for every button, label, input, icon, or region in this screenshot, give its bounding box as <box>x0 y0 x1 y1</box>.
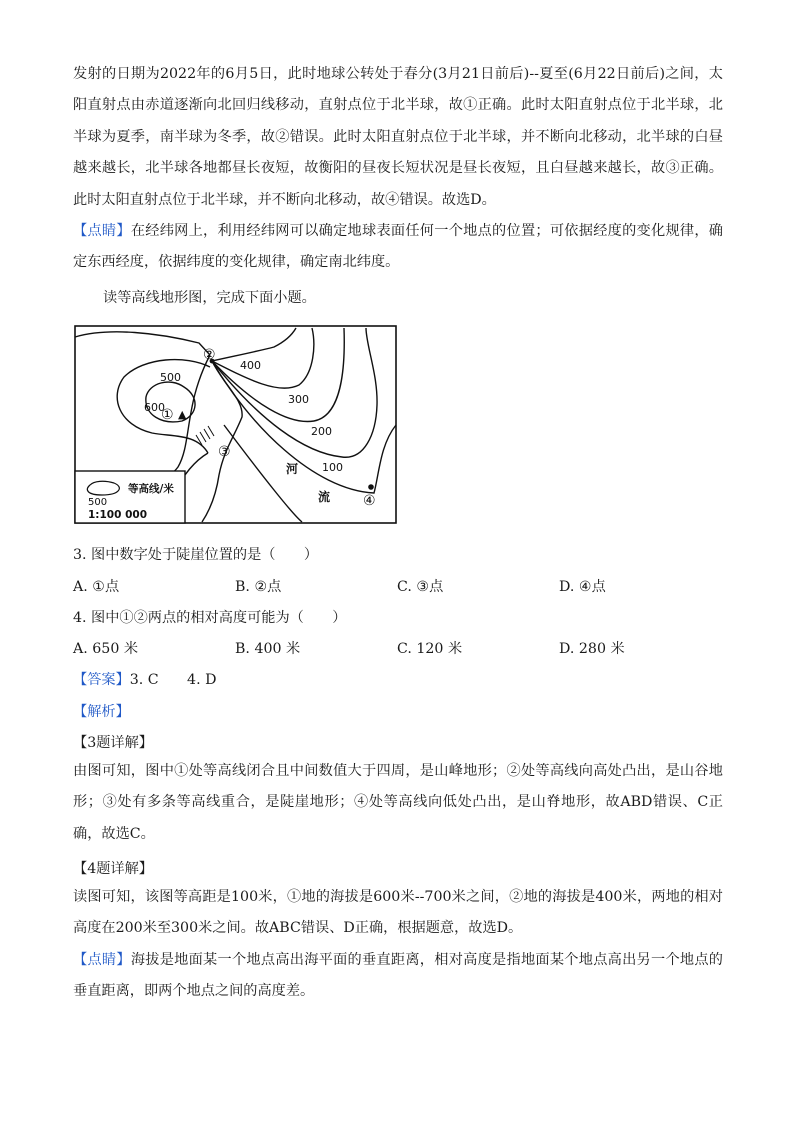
contour-label-200: 200 <box>311 425 332 438</box>
point-2-label: ② <box>203 347 216 363</box>
answer-text: 3. C 4. D <box>129 672 217 688</box>
reading-prompt: 读等高线地形图，完成下面小题。 <box>103 290 316 306</box>
q3-detail-heading: 【3题详解】 <box>73 735 153 751</box>
point-3-label: ③ <box>218 444 231 460</box>
contour-map-figure <box>74 325 397 525</box>
q4-detail-heading: 【4题详解】 <box>73 861 153 877</box>
point-4-dot <box>368 484 374 490</box>
contour-label-600: 600 <box>144 401 165 414</box>
q4-detail-text: 读图可知，该图等高距是100米，①地的海拔是600米--700米之间，②地的海拔是400米，两地的相对高度在200米至300米之间。故ABC错误、D正确，根据题意，故选D。 <box>73 889 723 937</box>
contour-200 <box>212 328 344 422</box>
q4-stem: 4. 图中①②两点的相对高度可能为（ ） <box>73 610 347 626</box>
contour-label-400: 400 <box>240 359 261 372</box>
answer-line <box>73 670 216 690</box>
point-4-label: ④ <box>363 493 376 509</box>
tip-text: 在经纬网上，利用经纬网可以确定地球表面任何一个地点的位置；可依据经度的变化规律，确定东西经度，依据纬度的变化规律，确定南北纬度。 <box>73 223 723 271</box>
q3-option-a: A. ①点 <box>73 579 120 595</box>
point-1-label: ① <box>161 407 174 423</box>
contour-label-500: 500 <box>160 371 181 384</box>
q4-option-c: C. 120 米 <box>397 641 463 657</box>
answer-label: 【答案】 <box>73 672 130 688</box>
tip-paragraph-1 <box>73 216 723 279</box>
contour-outer-top <box>75 332 210 355</box>
contour-label-300: 300 <box>288 393 309 406</box>
river-label-1: 河 <box>286 462 299 476</box>
summit-triangle-icon: ▲ <box>178 408 187 421</box>
q4-option-b: B. 400 米 <box>235 641 301 657</box>
q4-option-a: A. 650 米 <box>73 641 139 657</box>
tip-text-2: 海拔是地面某一个地点高出海平面的垂直距离，相对高度是指地面某个地点高出另一个地点的垂直距离，即两个地点之间的高度差。 <box>73 952 723 1000</box>
cliff-hatch <box>196 426 214 445</box>
q3-detail-text: 由图可知，图中①处等高线闭合且中间数值大于四周，是山峰地形；②处等高线向高处凸出，是山谷地形；③处有多条等高线重合，是陡崖地形；④处等高线向低处凸出，是山脊地形，故ABD错误、C正确，故选C。 <box>73 763 723 842</box>
q3-option-c: C. ③点 <box>397 579 444 595</box>
contour-label-100: 100 <box>322 461 343 474</box>
legend-value: 500 <box>88 497 108 508</box>
legend-label: 等高线/米 <box>128 483 174 495</box>
intro-paragraph: 发射的日期为2022年的6月5日，此时地球公转处于春分(3月21日前后)--夏至(6月22日前后)之间，太阳直射点由赤道逐渐向北回归线移动，直射点位于北半球，故①正确。此时太阳直射点位于北半球，北半球为夏季，南半球为冬季，故②错误。此时太阳直射点位于北半球，并不断向北移动，北半球的白昼越来越长，北半球各地都昼长夜短，故衡阳的昼夜长短状况是昼长夜短，且白昼越来越长，故③正确。此时太阳直射点位于北半球，并不断向北移动，故④错误。故选D。 <box>73 66 723 208</box>
analysis-label: 【解析】 <box>73 704 130 720</box>
river-label-2: 流 <box>318 490 331 504</box>
tip-label: 【点睛】 <box>73 223 131 239</box>
q3-option-d: D. ④点 <box>559 579 606 595</box>
q3-stem: 3. 图中数字处于陡崖位置的是（ ） <box>73 547 319 563</box>
q3-option-b: B. ②点 <box>235 579 282 595</box>
contour-400-top <box>212 328 296 361</box>
q4-option-d: D. 280 米 <box>559 641 625 657</box>
tip-paragraph-2 <box>73 945 723 1008</box>
scale-label: 1:100 000 <box>88 509 147 521</box>
tip-label-2: 【点睛】 <box>73 952 131 968</box>
